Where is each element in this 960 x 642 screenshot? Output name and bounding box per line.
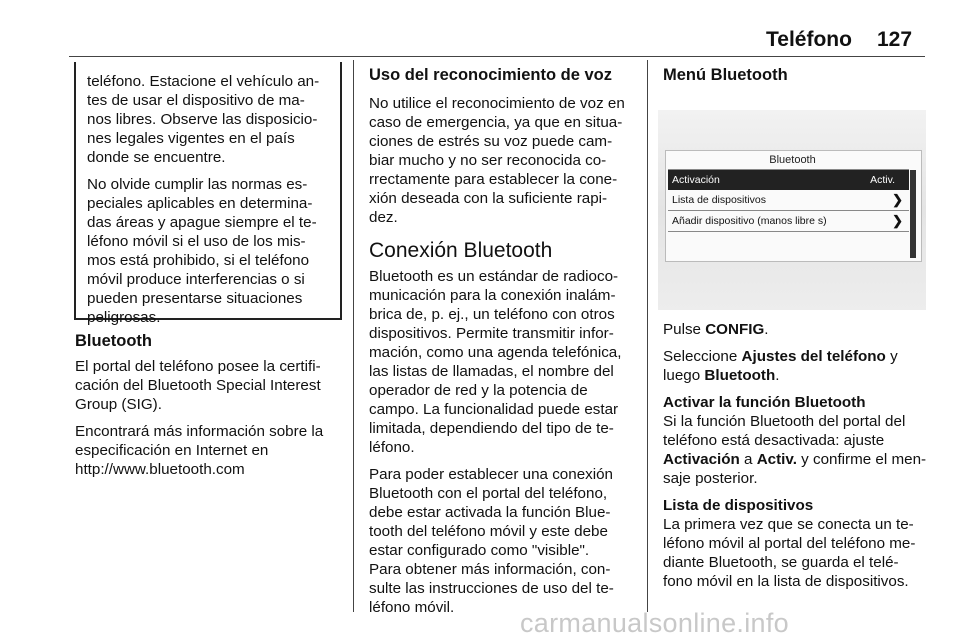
menu-item-activation[interactable] [668, 170, 909, 190]
subheading-device-list: Lista de dispositivos [663, 497, 814, 514]
voice-paragraph: No utilice el reconocimiento de voz en caso de emergencia, ya que en situa- ciones de estrés su voz puede cam- biar mucho y no ser reconocida co- rrectamente para establecer la cone- xión deseada con la suficiente rapi- dez. [369, 95, 625, 226]
bluetooth-paragraph-1: El portal del teléfono posee la certifi- cación del Bluetooth Special Interest Group (SIG). [75, 358, 321, 413]
menu-item-device-list[interactable] [668, 190, 909, 210]
menu-path-phone-settings: Ajustes del teléfono [741, 348, 886, 365]
page-header-title: Teléfono [766, 28, 852, 51]
config-button-label: CONFIG [705, 321, 765, 338]
text-run: Seleccione [663, 348, 742, 365]
connection-paragraph-2: Para poder establecer una conexión Bluetooth con el portal del teléfono, debe estar activada la función Blue- tooth del teléfono móvil y este debe estar configurado como "visible". Para obtener más información, con- sulte las instrucciones de uso del te- léfono móvil. [369, 466, 614, 616]
connection-paragraph-1: Bluetooth es un estándar de radioco- municación para la conexión inalám- brica de, p. ej., un teléfono con otros dispositivos. Permite transmitir infor- mación, como una agenda telefónica, las listas de llamadas, el nombre del operador de red y la potencia de campo. La funcionalidad puede estar limitada, dependiendo del tipo de te- léfono. [369, 268, 622, 456]
section-heading-voice: Uso del reconocimiento de voz [369, 66, 612, 84]
note-paragraph-1: teléfono. Estacione el vehículo an- tes de usar el dispositivo de ma- nos libres. Observe las disposicio- nes legales vigentes en el país donde se encuentre. [87, 73, 320, 166]
instruction-paragraph-2 [663, 347, 935, 385]
column-2 [369, 66, 644, 617]
warning-note-box [74, 62, 342, 326]
page-number: 127 [877, 28, 913, 51]
section-heading-bluetooth: Bluetooth [75, 332, 152, 350]
text-run: a [739, 451, 757, 468]
text-run: . [775, 367, 780, 384]
text-run: y luego [663, 348, 898, 384]
chevron-right-icon: ❯ [892, 192, 903, 207]
column-divider-2 [647, 60, 648, 612]
instruction-paragraph-1 [663, 320, 935, 339]
text-run: . [764, 321, 769, 338]
chevron-right-icon: ❯ [892, 213, 903, 228]
header-rule [69, 56, 925, 57]
text-run: Pulse [663, 321, 706, 338]
watermark: carmanualsonline.info [520, 608, 789, 638]
activate-paragraph [663, 412, 935, 488]
menu-item-label: Activación [672, 174, 720, 186]
option-activ: Activ. [756, 451, 797, 468]
menu-item-label: Añadir dispositivo (manos libre s) [672, 215, 827, 227]
note-paragraph-2: No olvide cumplir las normas es- peciales aplicables en determina- das áreas y apague siempre el te- léfono móvil si el uso de los mis- mos está prohibido, si el teléfono móvil produce interferencias o si pueden presentarse situaciones peligrosas. [87, 176, 317, 326]
bluetooth-menu-title: Bluetooth [769, 154, 816, 166]
menu-path-bluetooth: Bluetooth [704, 367, 776, 384]
option-activation: Activación [663, 451, 740, 468]
menu-item-value: Activ. [870, 174, 895, 186]
text-run: y confirme el men- saje posterior. [663, 451, 927, 487]
column-divider-1 [353, 60, 354, 612]
bluetooth-section [75, 332, 345, 479]
text-run: Si la función Bluetooth del portal del teléfono está desactivada: ajuste [663, 413, 906, 449]
section-heading-menu: Menú Bluetooth [663, 66, 788, 84]
menu-item-label: Lista de dispositivos [672, 194, 766, 206]
subheading-activate: Activar la función Bluetooth [663, 394, 866, 411]
device-list-paragraph: La primera vez que se conecta un te- léfono móvil al portal del teléfono me- diante Bluetooth, se guarda el telé- fono móvil en la lista de dispositivos. [663, 516, 916, 590]
menu-scrollbar[interactable] [910, 170, 916, 258]
column-3-text [663, 320, 935, 591]
bluetooth-paragraph-2: Encontrará más información sobre la especificación en Internet en http://www.bluetooth.com [75, 423, 324, 478]
menu-item-add-device[interactable] [668, 211, 909, 231]
section-heading-connection: Conexión Bluetooth [369, 239, 553, 262]
menu-separator [668, 231, 909, 232]
